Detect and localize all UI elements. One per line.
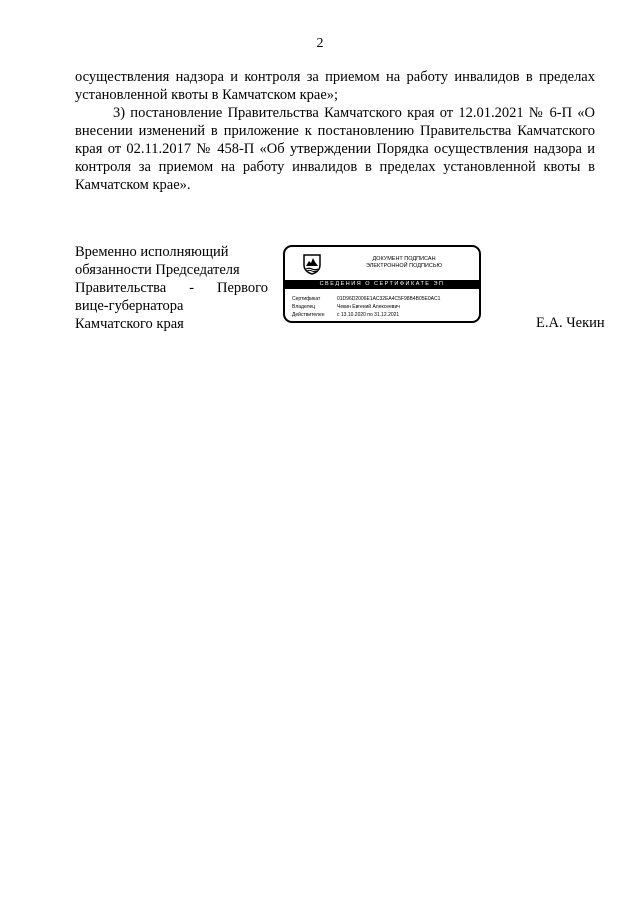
body-paragraph-continuation: осуществления надзора и контроля за приемом на работу инвалидов в пределах установленной квоты в Камчатском крае»; — [75, 69, 595, 103]
signer-position-line: Временно исполняющий — [75, 244, 229, 260]
stamp-label: Сертификат — [292, 296, 321, 302]
stamp-row-validity — [292, 311, 440, 319]
document-body — [75, 68, 595, 194]
stamp-title-line: ДОКУМЕНТ ПОДПИСАН — [372, 256, 436, 262]
stamp-row-owner — [292, 303, 440, 311]
signer-position-line: обязанности Председателя — [75, 262, 240, 278]
stamp-certificate-details — [292, 295, 440, 319]
signer-name: Е.А. Чекин — [536, 315, 605, 331]
page-number: 2 — [316, 36, 324, 51]
stamp-certificate-header: СВЕДЕНИЯ О СЕРТИФИКАТЕ ЭП — [285, 280, 479, 289]
signer-position-line: Камчатского края — [75, 316, 184, 332]
stamp-row-certificate — [292, 295, 440, 303]
stamp-title-line: ЭЛЕКТРОННОЙ ПОДПИСЬЮ — [365, 263, 443, 269]
electronic-signature-stamp — [283, 245, 481, 323]
stamp-value: Чекин Евгений Алексеевич — [337, 304, 400, 310]
stamp-label: Действителен — [292, 312, 325, 318]
body-paragraph-item-3: 3) постановление Правительства Камчатского края от 12.01.2021 № 6-П «О внесении изменений в приложение к постановлению Правительства Камчатского края от 02.11.2017 № 458-П «Об утверждении Порядка осуществления надзора и контроля за приемом на работу инвалидов в пределах установленной квоты в Камчатском крае». — [75, 105, 595, 193]
signer-position-dash: - — [189, 280, 195, 296]
signer-position-word: Первого — [217, 280, 268, 296]
signer-position-line — [75, 279, 268, 297]
signer-position-word: Правительства — [75, 280, 167, 296]
signer-position-line: вице-губернатора — [75, 298, 184, 314]
kamchatka-emblem-icon — [300, 252, 324, 276]
stamp-value: 01D96D2006E1AC32EA4C5F98B4B05E0AC1 — [337, 296, 441, 302]
stamp-value: с 13.10.2020 по 31.12.2021 — [337, 312, 400, 318]
stamp-label: Владелец — [292, 304, 316, 310]
stamp-title — [345, 256, 463, 270]
signer-position — [75, 243, 275, 333]
